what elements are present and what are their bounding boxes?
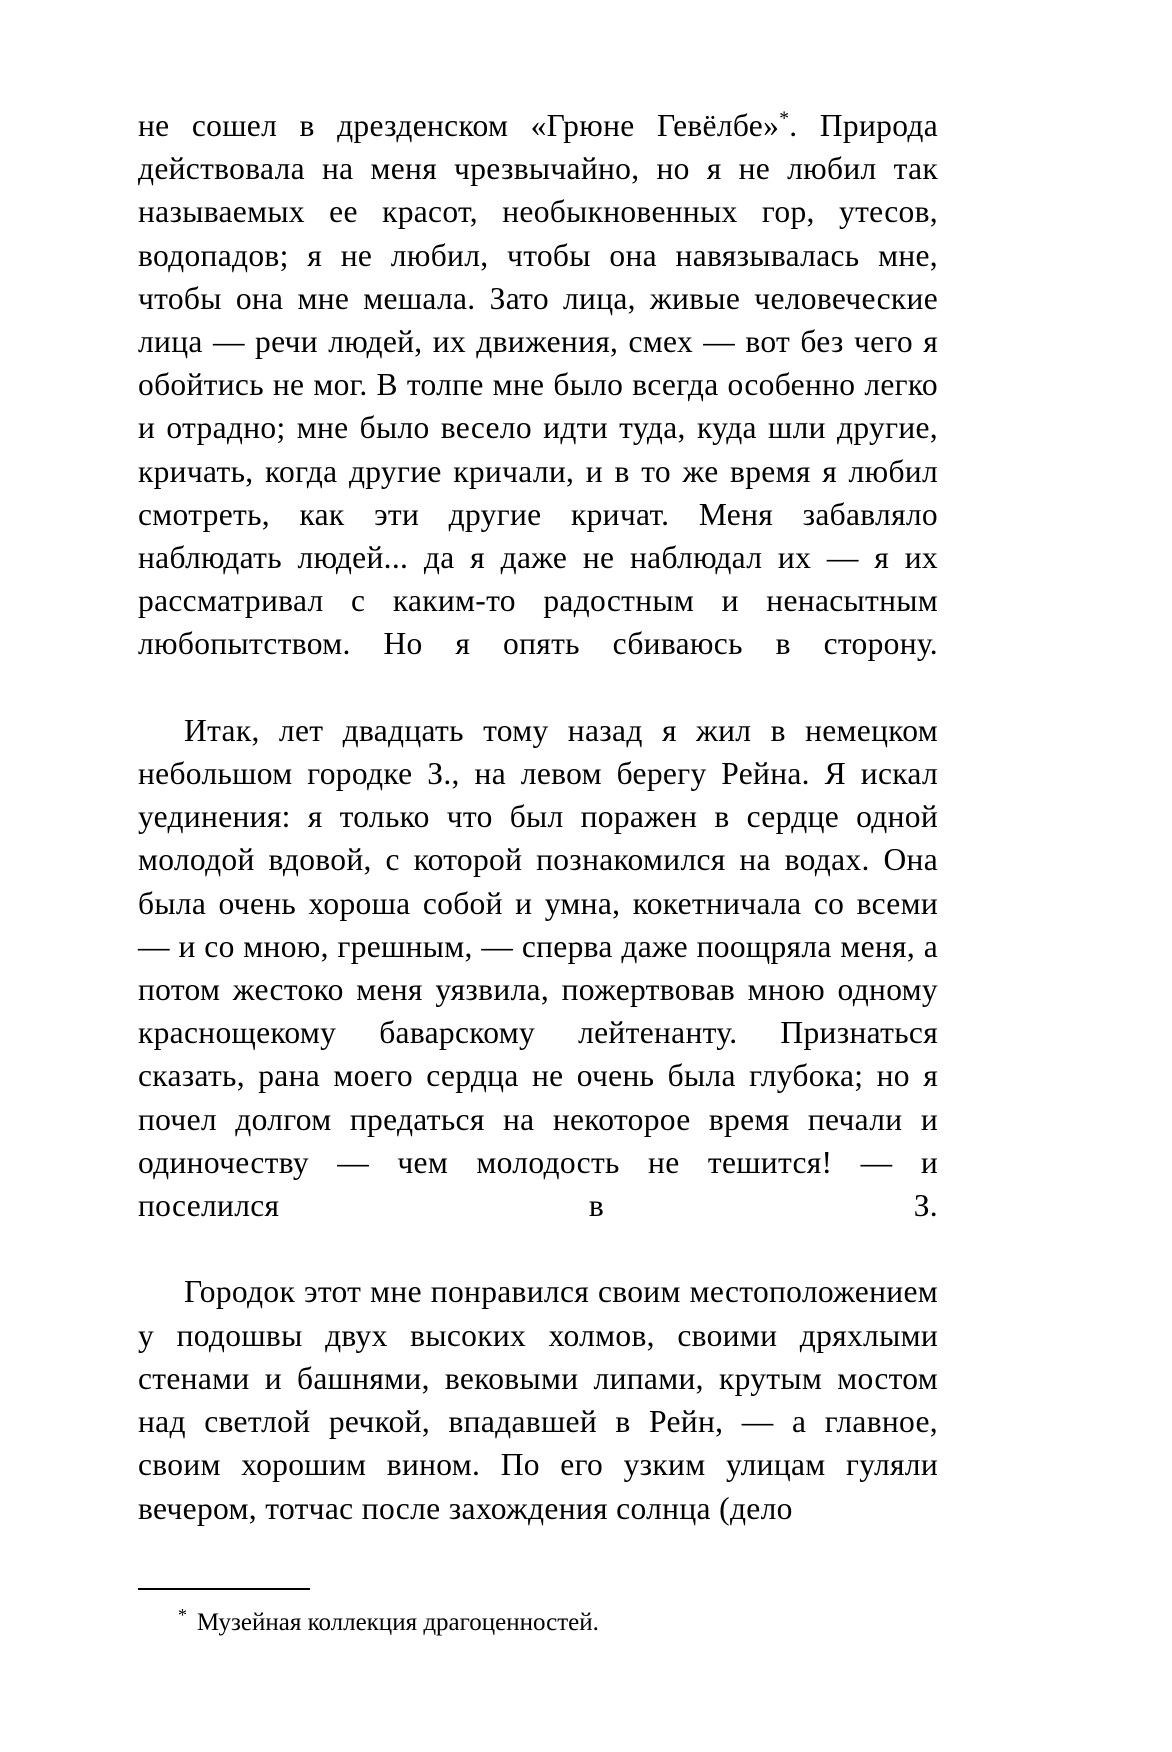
body-text-column — [138, 104, 938, 1530]
footnote-marker: * — [178, 1604, 187, 1625]
footnote-text: Музейная коллекция драгоценностей. — [196, 1609, 599, 1636]
paragraph-1-text-after-footnote: . Природа действовала на меня чрезвычайно, но я не любил так называемых ее красот, необыкновенных гор, утесов, водопадов; я не любил, чтобы она навязывалась мне, чтобы она мне мешала. Зато лица, живые человеческие лица — речи людей, их движения, смех — вот без чего я обойтись не мог. В толпе мне было всегда особенно легко и отрадно; мне было весело идти туда, куда шли другие, кричать, когда другие кричали, и в то же время я любил смотреть, как эти другие кричат. Меня забавляло наблюдать людей... да я даже не наблюдал их — я их рассматривал с каким-то радостным и ненасытным любопытством. Но я опять сбиваюсь в сторону. — [138, 108, 939, 662]
footnote-block — [138, 1588, 938, 1640]
footnote-separator-rule — [138, 1588, 310, 1590]
paragraph-3: Городок этот мне понравился своим местоположением у подошвы двух высоких холмов, своими дряхлыми стенами и башнями, вековыми липами, крутым мостом над светлой речкой, впадавшей в Рейн, — а главное, своим хорошим вином. По его узким улицам гуляли вечером, тотчас после захождения солнца (дело — [138, 1274, 938, 1526]
footnote-entry — [138, 1606, 938, 1640]
footnote-reference-marker[interactable]: * — [779, 108, 790, 130]
paragraph-1 — [138, 104, 938, 709]
paragraph-1-text-before-footnote: не сошел в дрезденском «Грюне Гевёлбе» — [138, 108, 780, 143]
paragraph-2: Итак, лет двадцать тому назад я жил в немецком небольшом городке З., на левом берегу Рейна. Я искал уединения: я только что был поражен в сердце одной молодой вдовой, с которой познакомился на водах. Она была очень хороша собой и умна, кокетничала со всеми — и со мною, грешным, — сперва даже поощряла меня, а потом жестоко меня уязвила, пожертвовав мною одному краснощекому баварскому лейтенанту. Признаться сказать, рана моего сердца не очень была глубока; но я почел долгом предаться на некоторое время печали и одиночеству — чем молодость не тешится! — и поселился в З. — [138, 712, 938, 1224]
